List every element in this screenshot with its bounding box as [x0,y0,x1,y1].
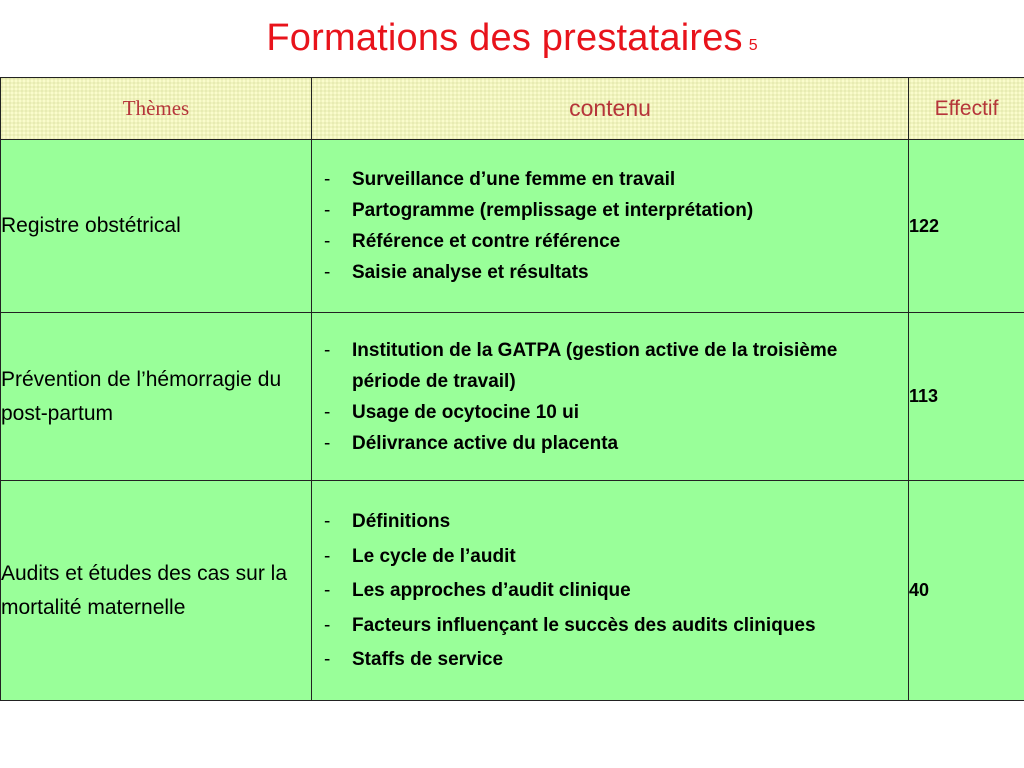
bullet-dash-icon: - [324,401,331,423]
slide-title-text: Formations des prestataires [266,17,743,59]
bullet-dash-icon: - [324,545,331,567]
bullet-dash-icon: - [324,432,331,454]
bullet-dash-icon: - [324,580,331,601]
bullet-dash-icon: - [324,200,331,221]
effectif-cell: 113 [909,313,1024,481]
content-list [312,506,908,675]
theme-cell: Registre obstétrical [1,140,312,313]
list-item: - Le cycle de l’audit [324,541,900,572]
effectif-cell: 122 [909,140,1024,313]
content-list [312,335,908,459]
content-cell [312,313,909,481]
list-item: - Référence et contre référence [324,226,900,257]
bullet-dash-icon: - [324,614,331,636]
bullet-dash-icon: - [324,262,331,283]
bullet-dash-icon: - [324,649,331,670]
effectif-cell: 40 [909,481,1024,701]
list-item: - Les approches d’audit clinique [324,575,900,606]
training-table [0,77,1024,701]
slide-number-superscript: 5 [748,37,758,54]
theme-cell: Audits et études des cas sur la mortalité maternelle [1,481,312,701]
table-header-row [1,78,1024,140]
list-item: - Usage de ocytocine 10 ui [324,397,900,428]
table-row [1,313,1024,481]
list-item: - Définitions [324,506,900,537]
list-item: - Délivrance active du placenta [324,428,900,459]
list-item: - Facteurs influençant le succès des audits cliniques [324,610,900,641]
table-row [1,481,1024,701]
bullet-dash-icon: - [324,169,331,190]
slide-title [0,12,1024,72]
header-effectif: Effectif [909,78,1024,140]
list-item: - Surveillance d’une femme en travail [324,164,900,195]
list-item: - Saisie analyse et résultats [324,257,900,288]
bullet-dash-icon: - [324,231,331,252]
table-row [1,140,1024,313]
content-cell [312,140,909,313]
content-list [312,164,908,288]
theme-cell: Prévention de l’hémorragie du post-partum [1,313,312,481]
header-themes: Thèmes [1,78,312,140]
content-cell [312,481,909,701]
list-item: - Staffs de service [324,644,900,675]
list-item: - Partogramme (remplissage et interprétation) [324,195,900,226]
list-item: - Institution de la GATPA (gestion active de la troisième période de travail) [324,335,900,397]
header-contenu: contenu [312,78,909,140]
bullet-dash-icon: - [324,339,331,361]
bullet-dash-icon: - [324,511,331,532]
